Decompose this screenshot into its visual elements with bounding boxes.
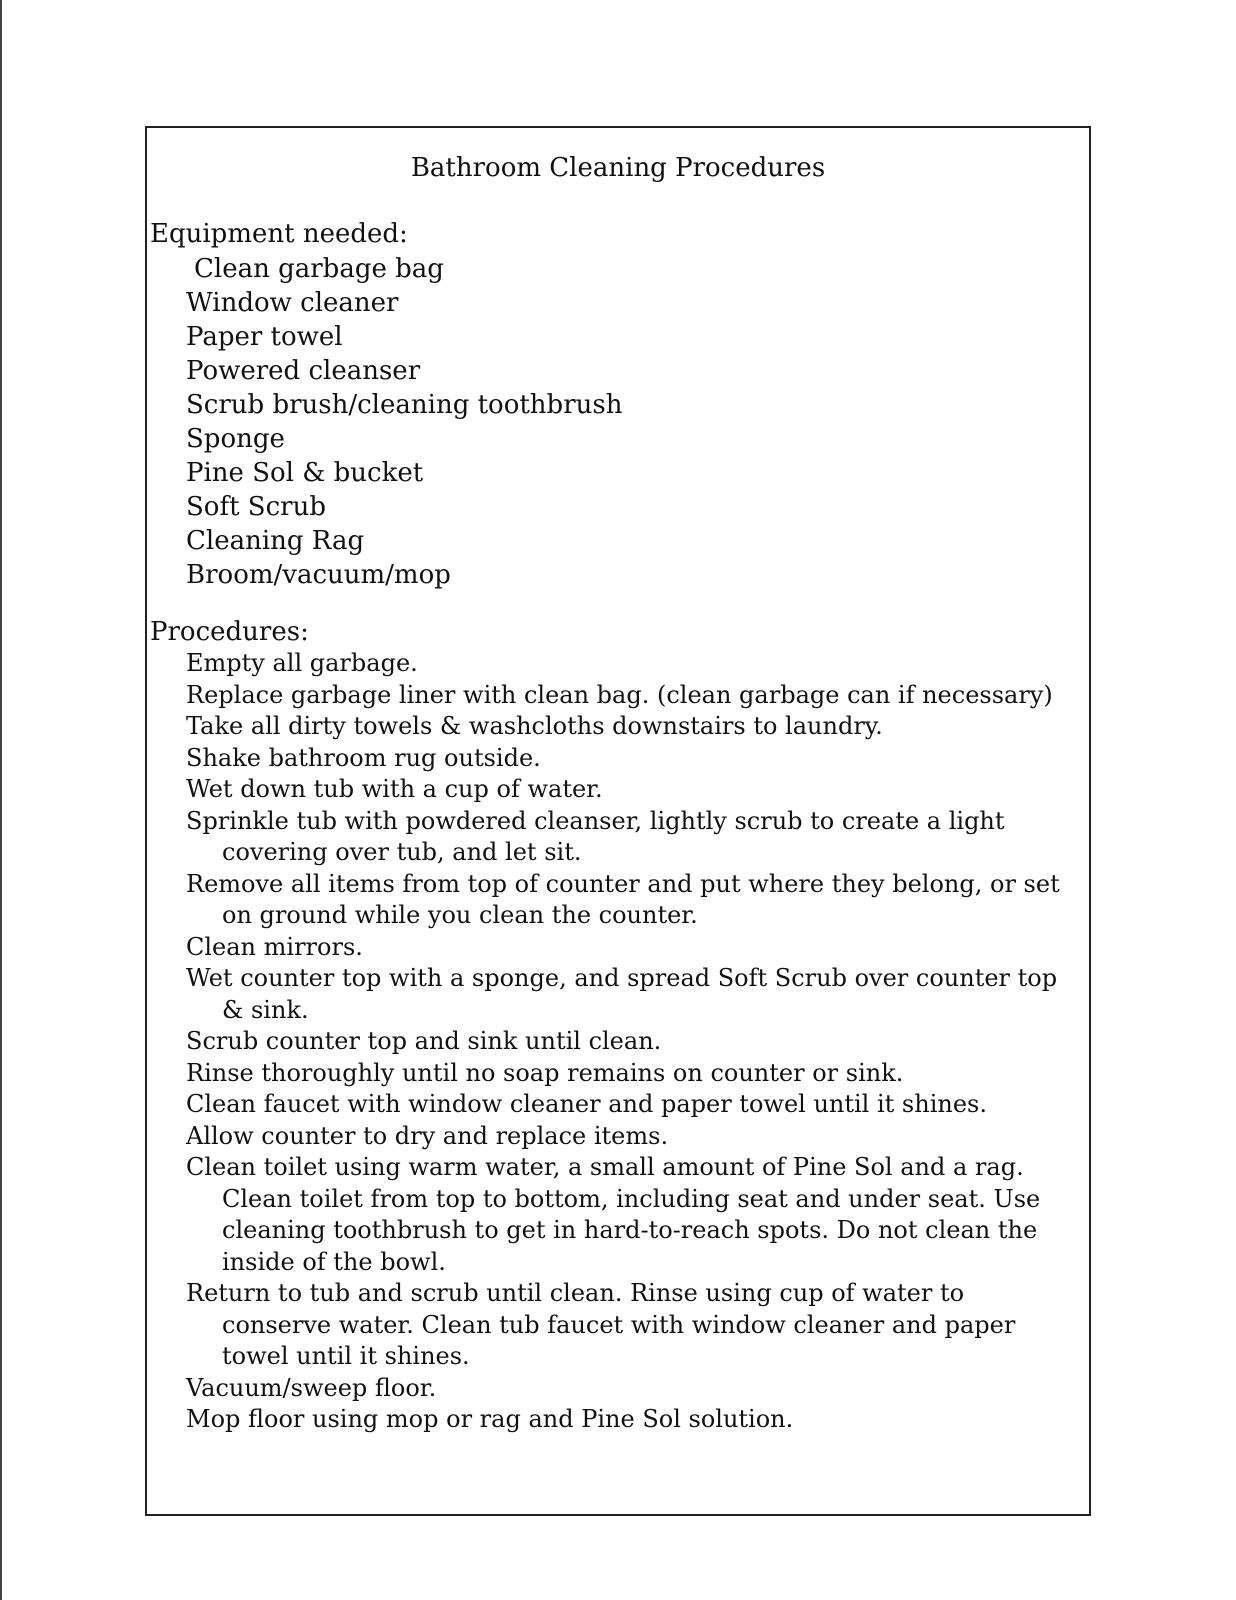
procedure-step: Clean faucet with window cleaner and paper towel until it shines. — [186, 1090, 987, 1118]
procedure-step: Sprinkle tub with powdered cleanser, lightly scrub to create a light covering over tub, and let sit. — [186, 806, 1005, 866]
equipment-item: Window cleaner — [186, 288, 399, 318]
procedure-step: Return to tub and scrub until clean. Rinse using cup of water to conserve water. Clean tub faucet with window cleaner and paper towel until it shines. — [186, 1279, 1016, 1370]
equipment-heading: Equipment needed: — [150, 219, 408, 249]
equipment-item: Sponge — [186, 424, 285, 454]
document-frame — [145, 126, 1091, 1516]
procedure-step: Empty all garbage. — [186, 649, 418, 677]
procedure-step: Mop floor using mop or rag and Pine Sol solution. — [186, 1405, 794, 1433]
procedures-heading: Procedures: — [150, 617, 309, 647]
equipment-item: Pine Sol & bucket — [186, 458, 424, 488]
procedure-step: Vacuum/sweep floor. — [186, 1373, 437, 1402]
equipment-item: Powered cleanser — [186, 356, 421, 386]
equipment-item: Soft Scrub — [186, 492, 326, 522]
procedure-step: Replace garbage liner with clean bag. (clean garbage can if necessary) — [186, 680, 1053, 709]
page-title: Bathroom Cleaning Procedures — [410, 153, 826, 183]
page-edge-line — [0, 0, 2, 1600]
equipment-list — [186, 252, 622, 592]
procedure-step: Wet down tub with a cup of water. — [186, 775, 603, 803]
procedure-step: Shake bathroom rug outside. — [186, 743, 541, 772]
equipment-item: Clean garbage bag — [194, 254, 444, 284]
procedure-step: Wet counter top with a sponge, and spread Soft Scrub over counter top & sink. — [186, 964, 1058, 1024]
equipment-item: Cleaning Rag — [186, 526, 365, 556]
equipment-item: Broom/vacuum/mop — [186, 560, 451, 590]
procedure-step: Clean mirrors. — [186, 932, 363, 961]
procedure-step: Rinse thoroughly until no soap remains on counter or sink. — [186, 1058, 904, 1087]
procedures-list — [186, 648, 1076, 1436]
procedure-step: Take all dirty towels & washcloths downstairs to laundry. — [186, 712, 883, 740]
equipment-item: Paper towel — [186, 322, 343, 352]
procedure-step: Remove all items from top of counter and put where they belong, or set on ground while you clean the counter. — [186, 869, 1060, 929]
procedure-step: Clean toilet using warm water, a small amount of Pine Sol and a rag. Clean toilet from top to bottom, including seat and under seat. Use cleaning toothbrush to get in hard-to-reach spots. Do not clean the inside of the bowl. — [186, 1153, 1041, 1276]
procedure-step: Allow counter to dry and replace items. — [186, 1121, 669, 1150]
procedure-step: Scrub counter top and sink until clean. — [186, 1027, 662, 1055]
equipment-item: Scrub brush/cleaning toothbrush — [186, 390, 623, 420]
